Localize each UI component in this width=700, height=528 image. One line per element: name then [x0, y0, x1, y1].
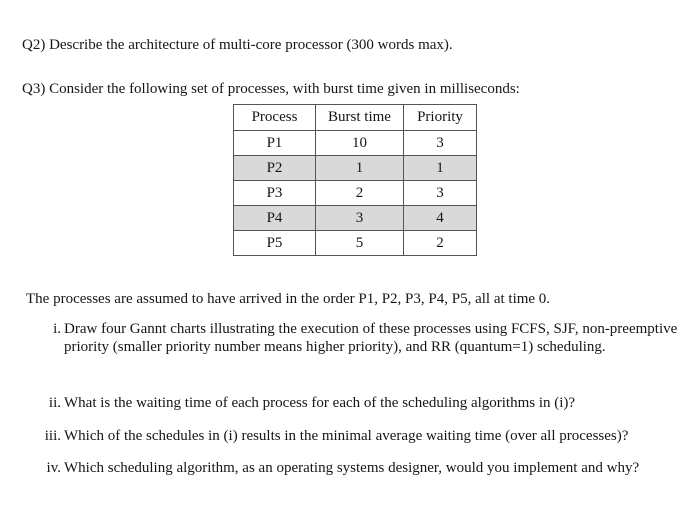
table-row: [234, 231, 477, 256]
list-item-number: ii.: [48, 395, 61, 411]
cell-priority: 4: [404, 206, 477, 231]
cell-burst-time: 3: [316, 206, 404, 231]
table-row: [234, 181, 477, 206]
list-item-text: Which scheduling algorithm, as an operating systems designer, would you implement and why?: [64, 460, 640, 476]
list-item-text: Draw four Gannt charts illustrating the execution of these processes using FCFS, SJF, non-preemptive priority (smaller priority number means higher priority), and RR (quantum=1) scheduling.: [64, 321, 678, 355]
list-item-text: Which of the schedules in (i) results in the minimal average waiting time (over all processes)?: [64, 428, 629, 444]
table-row: [234, 131, 477, 156]
cell-process: P5: [234, 231, 316, 256]
cell-process: P3: [234, 181, 316, 206]
table-row: [234, 156, 477, 181]
cell-priority: 2: [404, 231, 477, 256]
cell-priority: 3: [404, 181, 477, 206]
cell-process: P4: [234, 206, 316, 231]
cell-priority: 1: [404, 156, 477, 181]
cell-burst-time: 1: [316, 156, 404, 181]
cell-process: P2: [234, 156, 316, 181]
process-table: [233, 104, 477, 256]
list-item-number: iv.: [46, 460, 61, 476]
list-item-number: iii.: [44, 428, 61, 444]
question-3: Q3) Consider the following set of processes, with burst time given in milliseconds:: [22, 81, 520, 97]
header-process: Process: [234, 105, 316, 131]
list-item-text: What is the waiting time of each process for each of the scheduling algorithms in (i)?: [64, 395, 576, 411]
table-header-row: [234, 105, 477, 131]
cell-burst-time: 10: [316, 131, 404, 156]
cell-burst-time: 5: [316, 231, 404, 256]
header-priority: Priority: [404, 105, 477, 131]
cell-process: P1: [234, 131, 316, 156]
cell-priority: 3: [404, 131, 477, 156]
header-burst-time: Burst time: [316, 105, 404, 131]
cell-burst-time: 2: [316, 181, 404, 206]
table-row: [234, 206, 477, 231]
question-2: Q2) Describe the architecture of multi-core processor (300 words max).: [22, 37, 453, 53]
list-item-number: i.: [53, 321, 61, 337]
arrival-assumption: The processes are assumed to have arrived in the order P1, P2, P3, P4, P5, all at time 0.: [26, 291, 551, 307]
